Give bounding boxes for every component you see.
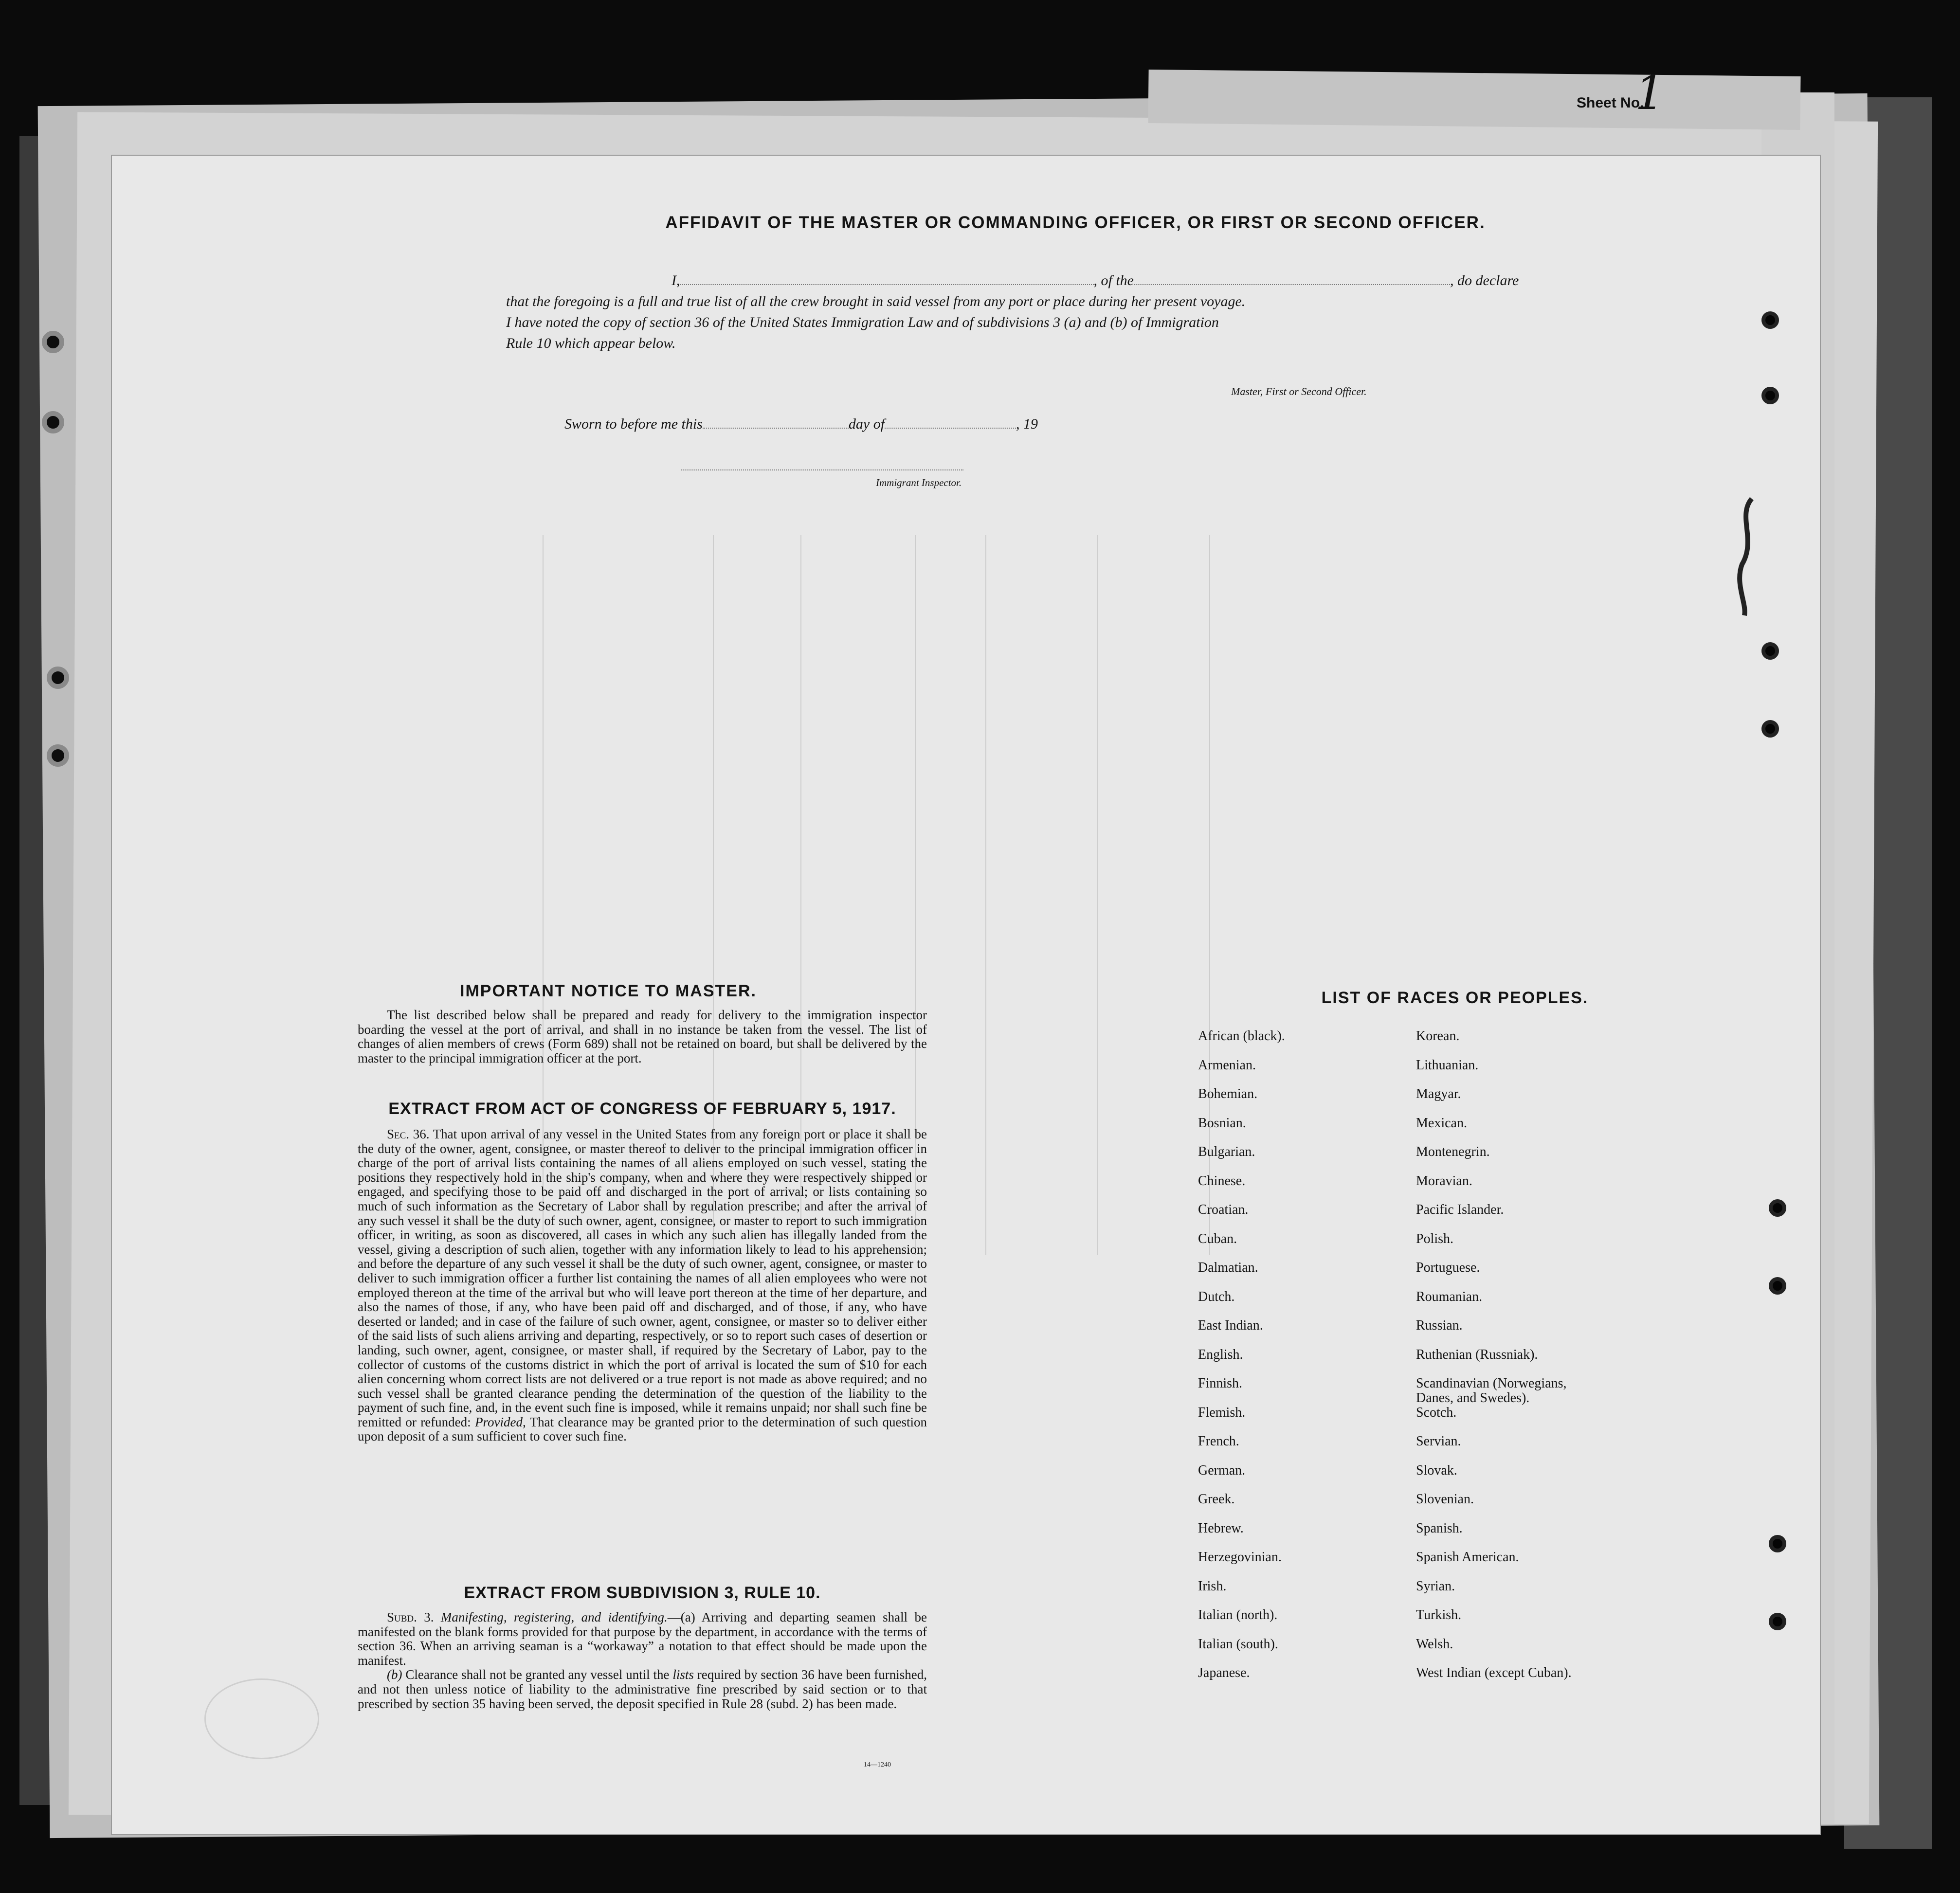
day-of-label: day of xyxy=(848,416,885,432)
punch-hole-icon xyxy=(47,667,69,689)
race-entry: Greek. xyxy=(1198,1492,1235,1507)
race-entry: Bohemian. xyxy=(1198,1086,1258,1101)
race-entry: Spanish. xyxy=(1416,1520,1463,1536)
affidavit-line-3: I have noted the copy of section 36 of the United States Immigration Law and of subdivisions 3 (a) and (b) of Immigration xyxy=(506,314,1219,330)
punch-hole-icon xyxy=(42,411,64,433)
race-entry: German. xyxy=(1198,1462,1246,1478)
race-entry: Hebrew. xyxy=(1198,1520,1244,1536)
act-extract-title: EXTRACT FROM ACT OF CONGRESS OF FEBRUARY 5, 1917. xyxy=(388,1100,896,1118)
affidavit-line-4: Rule 10 which appear below. xyxy=(506,335,676,351)
race-entry: African (black). xyxy=(1198,1028,1285,1044)
race-entry: Syrian. xyxy=(1416,1578,1455,1594)
affidavit-line-2: that the foregoing is a full and true list of all the crew brought in said vessel from any port or place during her present voyage. xyxy=(506,293,1246,309)
notice-text: The list described below shall be prepared and ready for delivery to the immigration inspector boarding the vessel at the port of arrival, and shall in no instance be taken from the vessel. The list of changes of alien members of crews (Form 689) shall not be retained on board, but shall be delivered by the master to the principal immigration officer at the port. xyxy=(358,1008,927,1065)
affidavit-i: I, xyxy=(671,272,680,288)
punch-hole-icon xyxy=(1761,387,1779,404)
race-entry: Irish. xyxy=(1198,1578,1227,1594)
races-column-2 xyxy=(1416,1029,1630,1695)
section-label: Sec. 36. xyxy=(387,1127,430,1141)
race-entry: Moravian. xyxy=(1416,1173,1472,1189)
race-entry: Pacific Islander. xyxy=(1416,1202,1504,1217)
subdivision-heading: Manifesting, registering, and identifying. xyxy=(440,1610,668,1624)
rule-paragraph xyxy=(358,1610,927,1711)
race-entry: Scandinavian (Norwegians, Danes, and Swedes). xyxy=(1416,1376,1567,1406)
year-label: , 19 xyxy=(1016,416,1038,432)
sheet-number-value: 1 xyxy=(1635,66,1665,120)
day-blank[interactable] xyxy=(703,416,849,429)
sworn-line xyxy=(564,416,1038,433)
race-entry: Lithuanian. xyxy=(1416,1057,1479,1073)
affidavit-title: AFFIDAVIT OF THE MASTER OR COMMANDING OFFICER, OR FIRST OR SECOND OFFICER. xyxy=(665,213,1486,232)
subdivision-a-text: —(a) Arriving and departing seamen shall be manifested on the blank forms provided for that purpose by the department, in accordance with the terms of section 36. When an arriving seaman is a “workaway” a notation to that effect should be made upon the manifest. xyxy=(358,1610,927,1668)
race-entry: Slovenian. xyxy=(1416,1492,1474,1507)
race-entry: Polish. xyxy=(1416,1231,1454,1246)
faded-stamp xyxy=(204,1678,319,1759)
race-entry: Ruthenian (Russniak). xyxy=(1416,1347,1538,1362)
affidavit-of-the: , of the xyxy=(1093,272,1134,288)
vessel-blank[interactable] xyxy=(1134,272,1450,285)
punch-hole-icon xyxy=(1769,1199,1786,1217)
race-entry: West Indian (except Cuban). xyxy=(1416,1665,1572,1680)
name-blank[interactable] xyxy=(680,272,1094,285)
punch-hole-icon xyxy=(42,331,64,353)
punch-hole-icon xyxy=(1769,1613,1786,1630)
race-entry: Chinese. xyxy=(1198,1173,1246,1189)
column-rule xyxy=(1097,535,1098,1255)
notice-paragraph xyxy=(358,1008,927,1065)
race-entry: English. xyxy=(1198,1347,1243,1362)
race-entry: Korean. xyxy=(1416,1028,1460,1044)
race-entry: Bulgarian. xyxy=(1198,1144,1255,1159)
punch-hole-icon xyxy=(47,744,69,767)
race-entry: French. xyxy=(1198,1434,1239,1449)
notice-title: IMPORTANT NOTICE TO MASTER. xyxy=(460,982,757,1000)
punch-hole-icon xyxy=(1761,642,1779,660)
sworn-label: Sworn to before me this xyxy=(564,416,703,432)
race-entry: Portuguese. xyxy=(1416,1260,1480,1275)
race-entry: Dalmatian. xyxy=(1198,1260,1258,1275)
affidavit-declare: , do declare xyxy=(1450,272,1519,288)
rule-extract-title: EXTRACT FROM SUBDIVISION 3, RULE 10. xyxy=(464,1584,821,1602)
race-entry: Russian. xyxy=(1416,1318,1463,1333)
race-entry: Italian (north). xyxy=(1198,1607,1278,1623)
race-entry: Roumanian. xyxy=(1416,1289,1483,1304)
punch-hole-icon xyxy=(1761,720,1779,738)
race-entry: Montenegrin. xyxy=(1416,1144,1490,1159)
document-page xyxy=(112,156,1820,1834)
column-rule xyxy=(985,535,986,1255)
top-sheet-edge xyxy=(1148,70,1800,130)
month-blank[interactable] xyxy=(885,416,1016,429)
subdivision-label: Subd. 3. xyxy=(387,1610,434,1624)
race-entry: Mexican. xyxy=(1416,1115,1467,1131)
act-text: That upon arrival of any vessel in the United States from any foreign port or place it shall be the duty of the owner, agent, consignee, or master thereof to deliver to the principal immigration officer in charge of the port of arrival lists containing the names of all aliens employed on such vessel, stating the positions they respectively hold in the ship's company, when and where they were respectively shipped or engaged, and specifying those to be paid off and discharged in the port of arrival; or lists containing so much of such information as the Secretary of Labor shall by regulation prescribe; and after the arrival of any such vessel it shall be the duty of such owner, agent, consignee, or master to report to such immigration officer, in writing, as soon as discovered, all cases in which any such alien has illegally landed from the vessel, giving a description of such alien, together with any information likely to lead to his apprehension; and before the departure of any such vessel it shall be the duty of such owner, agent, consignee, or master to deliver to such immigration officer a further list containing the names of all alien employees who were not employed thereon at the time of the arrival but who will leave port thereon at the time of her departure, and also the names of those, if any, who have been paid off and discharged, and of those, if any, who have deserted or landed; and in case of the failure of such owner, agent, consignee, or master so to deliver either of the said lists of such aliens arriving and departing, respectively, or so to report such cases of desertion or landing, such owner, agent, consignee, or master shall, if required by the Secretary of Labor, pay to the collector of customs of the customs district in which the port of arrival is located the sum of $10 for each alien concerning whom correct lists are not delivered or a true report is not made as above required; and no such vessel shall be granted clearance pending the determination of the question of the liability to the payment of such fine, and, in the event such fine is imposed, while it remains unpaid; nor shall such fine be remitted or refunded: xyxy=(358,1127,927,1429)
race-entry: Japanese. xyxy=(1198,1665,1250,1680)
races-title: LIST OF RACES OR PEOPLES. xyxy=(1321,989,1589,1007)
race-entry: Magyar. xyxy=(1416,1086,1461,1101)
inspector-signature-line[interactable] xyxy=(681,469,963,470)
race-entry: Slovak. xyxy=(1416,1462,1457,1478)
race-entry: East Indian. xyxy=(1198,1318,1263,1333)
affidavit-line-1 xyxy=(506,272,1567,289)
subdivision-b-text-end: required by section 36 have been furnished, and not then unless notice of liability to the administrative fine prescribed by said section or to that prescribed by section 35 having been served, the deposit specified in Rule 28 (subd. 2) has been made. xyxy=(358,1667,927,1711)
race-entry: Servian. xyxy=(1416,1434,1461,1449)
b-label: (b) xyxy=(387,1667,402,1682)
act-paragraph xyxy=(358,1127,927,1444)
subdivision-b-text: Clearance shall not be granted any vessel until the xyxy=(405,1667,670,1682)
sheet-number-label: Sheet No. xyxy=(1577,95,1644,111)
race-entry: Italian (south). xyxy=(1198,1636,1278,1652)
race-entry: Flemish. xyxy=(1198,1405,1246,1420)
race-entry: Welsh. xyxy=(1416,1636,1453,1652)
provided-word: Provided, xyxy=(475,1414,526,1429)
race-entry: Croatian. xyxy=(1198,1202,1249,1217)
punch-hole-icon xyxy=(1769,1535,1786,1552)
race-entry: Bosnian. xyxy=(1198,1115,1246,1131)
race-entry: Spanish American. xyxy=(1416,1550,1519,1565)
race-entry: Finnish. xyxy=(1198,1376,1243,1391)
punch-hole-icon xyxy=(1761,311,1779,329)
act-text-end: That clearance may be granted prior to the determination of such question upon deposit of a sum sufficient to cover such fine. xyxy=(358,1414,927,1444)
race-entry: Cuban. xyxy=(1198,1231,1237,1246)
race-entry: Armenian. xyxy=(1198,1057,1256,1073)
master-signature-caption: Master, First or Second Officer. xyxy=(1231,385,1367,397)
races-column-1 xyxy=(1198,1029,1412,1695)
race-entry: Scotch. xyxy=(1416,1405,1457,1420)
punch-hole-icon xyxy=(1769,1277,1786,1295)
inspector-caption: Immigrant Inspector. xyxy=(876,477,962,488)
race-entry: Turkish. xyxy=(1416,1607,1462,1623)
form-number: 14—1240 xyxy=(864,1761,891,1768)
pencil-mark-icon xyxy=(1732,496,1761,618)
lists-word: lists xyxy=(672,1667,694,1682)
race-entry: Herzegovinian. xyxy=(1198,1550,1282,1565)
race-entry: Dutch. xyxy=(1198,1289,1235,1304)
